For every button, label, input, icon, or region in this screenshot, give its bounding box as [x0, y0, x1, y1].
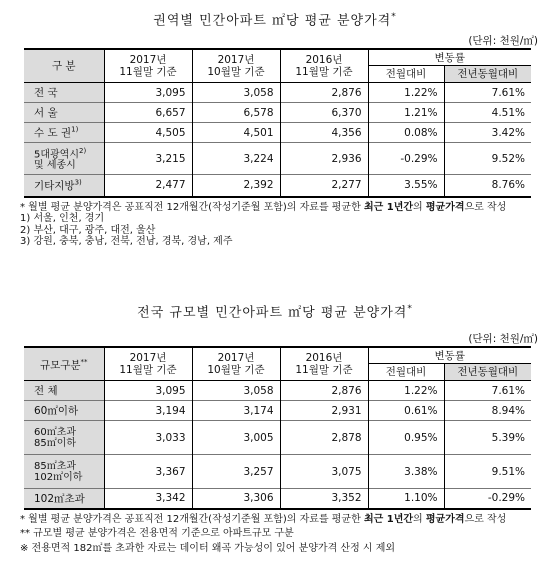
cell-mom: 1.22%: [368, 83, 444, 103]
row-label-text: 85㎡초과: [34, 460, 77, 472]
table-row: [24, 489, 531, 509]
col-header-mom: 전월대비: [368, 66, 444, 83]
row-label: [24, 123, 104, 143]
row-label-text-line2: 및 세종시: [34, 160, 76, 172]
row-label-text-line2: 102㎡이하: [34, 471, 83, 483]
col-header-yoy: 전년동월대비: [444, 66, 531, 83]
col-header-2016-11-sub: 11월말 기준: [295, 66, 353, 78]
cell-yoy: 9.52%: [444, 143, 531, 175]
cell-2017-10: 3,005: [192, 421, 280, 455]
col-header-2017-11: [104, 347, 192, 381]
cell-2017-10: 3,224: [192, 143, 280, 175]
footnote-star-text3: 으로 작성: [464, 201, 507, 213]
col-header-yoy: 전년동월대비: [444, 364, 531, 381]
cell-yoy: 4.51%: [444, 103, 531, 123]
footnote-star-bold: 최근 1년간: [363, 201, 414, 213]
col-header-2017-10-sub: 10월말 기준: [207, 364, 265, 376]
cell-2016-11: 2,277: [280, 175, 368, 197]
col-header-2016-11: [280, 49, 368, 83]
regional-price-table: [24, 48, 531, 198]
cell-2017-11: 3,095: [104, 83, 192, 103]
col-header-2017-11-sub: 11월말 기준: [119, 66, 177, 78]
regional-price-section: [0, 8, 550, 248]
table2-unit: (단위: 천원/㎡): [468, 333, 538, 345]
cell-2016-11: 2,878: [280, 421, 368, 455]
footnote-star-bold2: 평균가격: [425, 513, 465, 525]
col-header-2017-10: [192, 49, 280, 83]
row-label-footnote-mark: 3): [74, 178, 82, 187]
table2-title-text: 전국 규모별 민간아파트 ㎡당 평균 분양가격: [137, 305, 408, 321]
cell-mom: 0.95%: [368, 421, 444, 455]
cell-yoy: 5.39%: [444, 421, 531, 455]
table2-title: [0, 300, 550, 321]
cell-yoy: 7.61%: [444, 83, 531, 103]
col-header-2017-10-sub: 10월말 기준: [207, 66, 265, 78]
table-row: [24, 103, 531, 123]
cell-2017-10: 4,501: [192, 123, 280, 143]
cell-2016-11: 2,931: [280, 401, 368, 421]
col-header-2017-10-year: 2017년: [217, 352, 255, 364]
row-label-footnote-mark: 1): [71, 125, 79, 134]
footnote-star: [20, 202, 540, 214]
size-price-table: [24, 346, 531, 510]
col-header-2017-11-sub: 11월말 기준: [119, 364, 177, 376]
cell-2017-11: 6,657: [104, 103, 192, 123]
footnote-star-text: * 월별 평균 분양가격은 공표직전 12개월간(작성기준월 포함)의 자료를 평균한: [20, 513, 364, 525]
footnote-2: 2) 부산, 대구, 광주, 대전, 울산: [20, 224, 156, 236]
table2-footnotes: [20, 514, 540, 555]
col-header-mom: 전월대비: [368, 364, 444, 381]
row-label: 서 울: [24, 103, 104, 123]
table1-footnotes: [20, 202, 540, 248]
table-row: [24, 83, 531, 103]
col-header-change: 변동률: [368, 49, 531, 66]
cell-2016-11: 3,352: [280, 489, 368, 509]
col-header-2017-11-year: 2017년: [129, 54, 167, 66]
row-label-text: 기타지방: [34, 179, 75, 192]
footnote-star-bold: 최근 1년간: [363, 513, 414, 525]
cell-2017-10: 3,058: [192, 381, 280, 401]
table-row: [24, 401, 531, 421]
cell-2017-10: 3,174: [192, 401, 280, 421]
cell-yoy: 9.51%: [444, 455, 531, 489]
cell-2017-11: 3,342: [104, 489, 192, 509]
cell-yoy: 3.42%: [444, 123, 531, 143]
footnote-star-bold2: 평균가격: [425, 201, 465, 213]
cell-yoy: 8.94%: [444, 401, 531, 421]
row-label-text: 60㎡초과: [34, 426, 77, 438]
col-header-2017-11-year: 2017년: [129, 352, 167, 364]
col-header-region: 구 분: [24, 49, 104, 83]
cell-2017-11: 3,215: [104, 143, 192, 175]
footnote-star: [20, 514, 540, 526]
row-label: 전 국: [24, 83, 104, 103]
table-row: [24, 123, 531, 143]
footnote-1: 1) 서울, 인천, 경기: [20, 213, 105, 224]
cell-mom: 1.21%: [368, 103, 444, 123]
col-header-size-text: 규모구분: [39, 359, 81, 372]
cell-2016-11: 3,075: [280, 455, 368, 489]
cell-mom: 0.61%: [368, 401, 444, 421]
row-label: [24, 175, 104, 197]
table-row: [24, 455, 531, 489]
footnote-star-text3: 으로 작성: [464, 513, 507, 525]
col-header-2017-10-year: 2017년: [217, 54, 255, 66]
footnote-star-text2: 의: [413, 201, 426, 213]
row-label: 60㎡이하: [24, 401, 104, 421]
col-header-2016-11-year: 2016년: [305, 352, 343, 364]
table-row: [24, 175, 531, 197]
footnote-reference-mark: ※ 전용면적 182㎡를 초과한 자료는 데이터 왜곡 가능성이 있어 분양가격 산정 시 제외: [20, 542, 396, 554]
cell-2016-11: 2,876: [280, 83, 368, 103]
row-label-text-line2: 85㎡이하: [34, 437, 77, 449]
table1-title: [0, 8, 550, 29]
row-label-text: 수 도 권: [34, 127, 72, 139]
table1-title-text: 권역별 민간아파트 ㎡당 평균 분양가격: [153, 13, 392, 29]
size-price-section: [0, 300, 550, 554]
col-header-2017-10: [192, 347, 280, 381]
cell-2017-11: 3,095: [104, 381, 192, 401]
cell-2017-10: 3,058: [192, 83, 280, 103]
cell-yoy: -0.29%: [444, 489, 531, 509]
cell-2017-10: 6,578: [192, 103, 280, 123]
footnote-star-text: * 월별 평균 분양가격은 공표직전 12개월간(작성기준월 포함)의 자료를 평균한: [20, 201, 364, 213]
row-label: [24, 455, 104, 489]
table1-unit: (단위: 천원/㎡): [468, 35, 538, 47]
cell-mom: 3.55%: [368, 175, 444, 197]
footnote-double-star: ** 규모별 평균 분양가격은 전용면적 기준으로 아파트규모 구분: [20, 528, 294, 539]
col-header-size-mark: **: [80, 358, 88, 367]
cell-mom: 0.08%: [368, 123, 444, 143]
cell-mom: 1.22%: [368, 381, 444, 401]
row-label: 102㎡초과: [24, 489, 104, 509]
cell-2017-10: 3,257: [192, 455, 280, 489]
cell-2017-11: 3,367: [104, 455, 192, 489]
row-label: [24, 421, 104, 455]
cell-2017-11: 3,033: [104, 421, 192, 455]
col-header-size: [24, 347, 104, 381]
table-row: [24, 421, 531, 455]
cell-mom: 1.10%: [368, 489, 444, 509]
row-label-text: 5대광역시: [34, 149, 80, 161]
cell-mom: -0.29%: [368, 143, 444, 175]
row-label: [24, 143, 104, 175]
table-row: [24, 381, 531, 401]
table2-title-mark: *: [407, 304, 413, 314]
col-header-2017-11: [104, 49, 192, 83]
cell-2017-11: 4,505: [104, 123, 192, 143]
cell-2016-11: 4,356: [280, 123, 368, 143]
row-label-footnote-mark: 2): [79, 146, 87, 155]
cell-yoy: 8.76%: [444, 175, 531, 197]
col-header-2016-11-year: 2016년: [305, 54, 343, 66]
row-label: 전 체: [24, 381, 104, 401]
cell-mom: 3.38%: [368, 455, 444, 489]
footnote-star-text2: 의: [413, 513, 426, 525]
col-header-2016-11: [280, 347, 368, 381]
cell-2016-11: 6,370: [280, 103, 368, 123]
cell-yoy: 7.61%: [444, 381, 531, 401]
cell-2017-11: 2,477: [104, 175, 192, 197]
cell-2016-11: 2,936: [280, 143, 368, 175]
cell-2017-11: 3,194: [104, 401, 192, 421]
cell-2016-11: 2,876: [280, 381, 368, 401]
col-header-change: 변동률: [368, 347, 531, 364]
table1-title-mark: *: [391, 12, 397, 22]
cell-2017-10: 2,392: [192, 175, 280, 197]
col-header-2016-11-sub: 11월말 기준: [295, 364, 353, 376]
cell-2017-10: 3,306: [192, 489, 280, 509]
footnote-3: 3) 강원, 충북, 충남, 전북, 전남, 경북, 경남, 제주: [20, 236, 233, 247]
table-row: [24, 143, 531, 175]
